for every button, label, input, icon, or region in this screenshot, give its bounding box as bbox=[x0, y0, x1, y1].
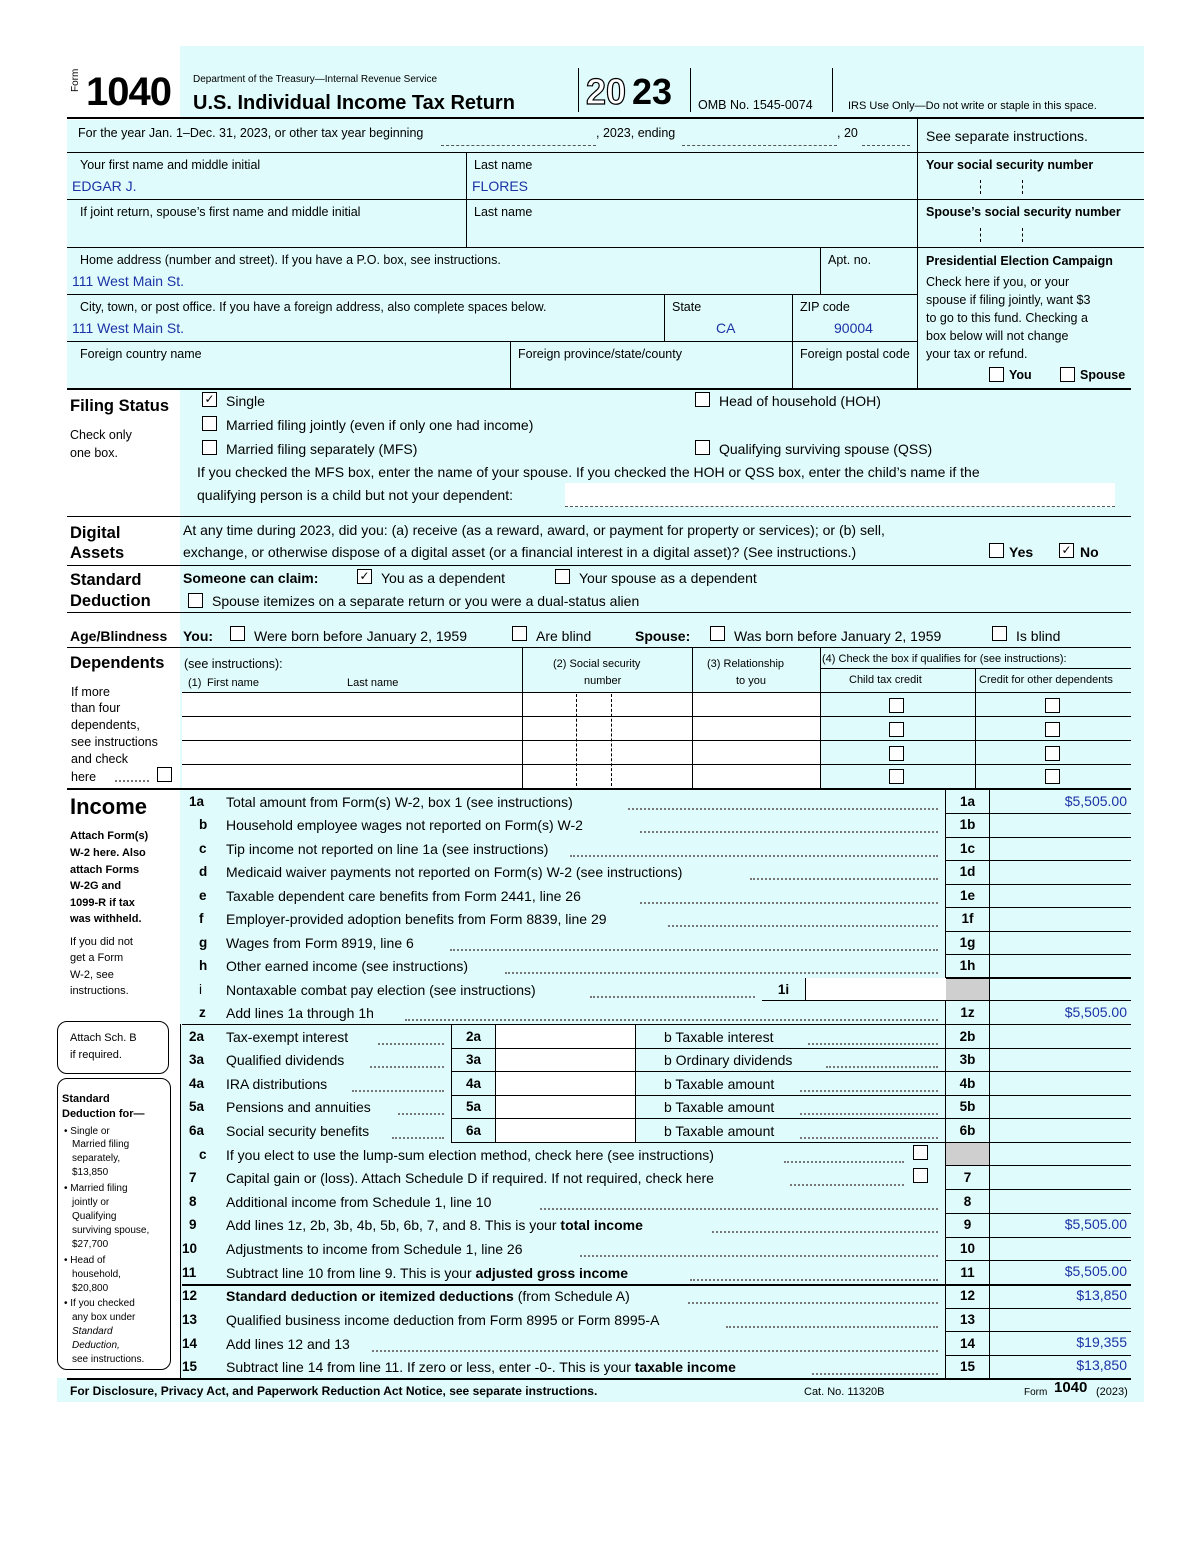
spouse-born-checkbox[interactable] bbox=[710, 626, 725, 641]
stdbox-18: Deduction, bbox=[72, 1340, 120, 1351]
qss-checkbox[interactable] bbox=[695, 440, 710, 455]
spouse-last-label: Last name bbox=[474, 205, 533, 219]
attach-6: was withheld. bbox=[70, 913, 142, 925]
dep-col2-b: number bbox=[584, 675, 622, 687]
line-1c-box: 1c bbox=[959, 841, 976, 856]
line-3a-box: 3a bbox=[465, 1052, 482, 1067]
line-5a-box: 5a bbox=[465, 1099, 482, 1114]
first-name-label: Your first name and middle initial bbox=[80, 158, 261, 172]
dep-side-2: than four bbox=[71, 701, 121, 715]
line-3a-num: 3a bbox=[189, 1052, 205, 1067]
line-6a-desc: Social security benefits bbox=[226, 1123, 370, 1139]
gray-cell-6c bbox=[946, 1143, 989, 1165]
line-1f-num: f bbox=[199, 911, 204, 926]
tax-year-label: For the year Jan. 1–Dec. 31, 2023, or other tax year beginning bbox=[78, 126, 424, 140]
single-checkbox[interactable]: ✓ bbox=[202, 392, 217, 407]
line-10-desc: Adjustments to income from Schedule 1, line 26 bbox=[226, 1241, 523, 1257]
mfs-label: Married filing separately (MFS) bbox=[226, 441, 418, 457]
digital-title-1: Digital bbox=[70, 524, 121, 542]
mfs-checkbox[interactable] bbox=[202, 440, 217, 455]
year-bold: 23 bbox=[632, 71, 673, 112]
line-1a-num: 1a bbox=[189, 794, 205, 809]
stdbox-6: $13,850 bbox=[72, 1167, 109, 1178]
line-1c-num: c bbox=[199, 841, 207, 856]
irs-use-only: IRS Use Only—Do not write or staple in this space. bbox=[848, 100, 1097, 112]
line-11-text: Subtract line 10 from line 9. This is your bbox=[226, 1265, 476, 1281]
filing-note-2: qualifying person is a child but not your dependent: bbox=[197, 487, 513, 503]
line-1e-num: e bbox=[199, 888, 207, 903]
line-12-desc bbox=[226, 1288, 630, 1304]
digital-no-label: No bbox=[1080, 544, 1099, 560]
line-5a-num: 5a bbox=[189, 1099, 205, 1114]
stdbox-2: Deduction for— bbox=[62, 1108, 145, 1120]
mfj-label: Married filing jointly (even if only one had income) bbox=[226, 417, 534, 433]
dep-col1-last: Last name bbox=[347, 677, 399, 689]
stdbox-4: Married filing bbox=[72, 1139, 130, 1150]
zip-label: ZIP code bbox=[800, 300, 850, 314]
you-born-label: Were born before January 2, 1959 bbox=[254, 628, 467, 644]
stdbox-15: • If you checked bbox=[64, 1298, 135, 1309]
you-dependent-checkbox[interactable]: ✓ bbox=[357, 569, 372, 584]
line-1a-box: 1a bbox=[959, 794, 976, 809]
line-12-box: 12 bbox=[959, 1288, 976, 1303]
dependents-see: (see instructions): bbox=[184, 657, 283, 671]
apt-label: Apt. no. bbox=[828, 253, 872, 267]
footer-notice: For Disclosure, Privacy Act, and Paperwork Reduction Act Notice, see separate instructions. bbox=[70, 1384, 598, 1398]
line-1g-num: g bbox=[199, 935, 208, 950]
dep3-odc-checkbox[interactable] bbox=[1045, 746, 1060, 761]
dependents-title: Dependents bbox=[70, 654, 165, 672]
line-2b-desc: b Taxable interest bbox=[664, 1029, 774, 1045]
stdbox-1: Standard bbox=[62, 1093, 110, 1105]
line-15-bold: taxable income bbox=[634, 1359, 736, 1375]
gray-cell-1i bbox=[946, 978, 989, 1000]
dep-col3-b: to you bbox=[736, 675, 766, 687]
line-7-box: 7 bbox=[963, 1170, 972, 1185]
form-word: Form bbox=[70, 68, 81, 92]
city-value[interactable]: 111 West Main St. bbox=[72, 320, 185, 336]
line-1i-box: 1i bbox=[777, 982, 790, 997]
line-14-desc: Add lines 12 and 13 bbox=[226, 1336, 350, 1352]
footer-cat-no: Cat. No. 11320B bbox=[804, 1386, 885, 1398]
line-1c-desc: Tip income not reported on line 1a (see instructions) bbox=[226, 841, 549, 857]
filing-status-title: Filing Status bbox=[70, 397, 169, 415]
line-2b-box: 2b bbox=[959, 1029, 976, 1044]
dep-side-4: see instructions bbox=[71, 735, 158, 749]
dep-side-6: here bbox=[71, 770, 97, 784]
dep-side-5: and check bbox=[71, 752, 128, 766]
last-name-value[interactable]: FLORES bbox=[472, 178, 529, 194]
line-2a-box: 2a bbox=[465, 1029, 482, 1044]
foreign-postal-label: Foreign postal code bbox=[800, 347, 910, 361]
nodw2-1: If you did not bbox=[70, 936, 133, 948]
dep-side-1: If more bbox=[71, 685, 110, 699]
stdbox-12: • Head of bbox=[64, 1255, 106, 1266]
standard-title-2: Deduction bbox=[70, 592, 151, 610]
last-name-label: Last name bbox=[474, 158, 533, 172]
first-name-value[interactable]: EDGAR J. bbox=[72, 178, 137, 194]
line-5b-box: 5b bbox=[959, 1099, 976, 1114]
campaign-line-4: box below will not change bbox=[926, 329, 1069, 343]
line-1h-num: h bbox=[199, 958, 208, 973]
campaign-title: Presidential Election Campaign bbox=[926, 254, 1113, 268]
line-14-amount[interactable]: $19,355 bbox=[1076, 1334, 1127, 1350]
line-8-num: 8 bbox=[189, 1194, 197, 1209]
stdbox-16: any box under bbox=[72, 1312, 136, 1323]
age-title: Age/Blindness bbox=[70, 628, 168, 644]
tax-year-end: , 20 bbox=[837, 126, 858, 140]
line-7-num: 7 bbox=[189, 1170, 197, 1185]
line-2a-desc: Tax-exempt interest bbox=[226, 1029, 349, 1045]
foreign-country-label: Foreign country name bbox=[80, 347, 202, 361]
line-1b-box: 1b bbox=[959, 817, 976, 832]
zip-value[interactable]: 90004 bbox=[834, 320, 873, 336]
line-6a-num: 6a bbox=[189, 1123, 205, 1138]
line-3a-desc: Qualified dividends bbox=[226, 1052, 345, 1068]
dep-col3-a: (3) Relationship bbox=[707, 658, 785, 670]
dep-col4-b: Credit for other dependents bbox=[979, 674, 1113, 686]
digital-question-1: At any time during 2023, did you: (a) receive (as a reward, award, or payment for property or services); or (b) sell, bbox=[183, 522, 885, 538]
line-10-num: 10 bbox=[182, 1241, 198, 1256]
digital-no-checkbox[interactable]: ✓ bbox=[1059, 543, 1074, 558]
line-9-box: 9 bbox=[963, 1217, 972, 1232]
stdbox-13: household, bbox=[72, 1269, 121, 1280]
line-1z-num: z bbox=[199, 1005, 206, 1020]
stdbox-10: surviving spouse, bbox=[72, 1225, 150, 1236]
line-1z-desc: Add lines 1a through 1h bbox=[226, 1005, 374, 1021]
spouse-itemizes-checkbox[interactable] bbox=[188, 593, 203, 608]
dep-col2-a: (2) Social security bbox=[553, 658, 641, 670]
see-instructions: See separate instructions. bbox=[926, 128, 1088, 144]
stdbox-14: $20,800 bbox=[72, 1283, 109, 1294]
line-7-desc: Capital gain or (loss). Attach Schedule D if required. If not required, check here bbox=[226, 1170, 714, 1186]
line-2a-num: 2a bbox=[189, 1029, 205, 1044]
footer-form-num: 1040 bbox=[1054, 1379, 1088, 1396]
dep4-odc-checkbox[interactable] bbox=[1045, 769, 1060, 784]
schb-1: Attach Sch. B bbox=[70, 1032, 137, 1044]
line-9-num: 9 bbox=[189, 1217, 197, 1232]
you-blind-label: Are blind bbox=[536, 628, 592, 644]
line-8-box: 8 bbox=[963, 1194, 972, 1209]
line-4a-box: 4a bbox=[465, 1076, 482, 1091]
attach-1: Attach Form(s) bbox=[70, 830, 149, 842]
line-6b-desc: b Taxable amount bbox=[664, 1123, 775, 1139]
campaign-line-5: your tax or refund. bbox=[926, 347, 1028, 361]
line-12-num: 12 bbox=[182, 1288, 198, 1303]
footer-form-word: Form bbox=[1024, 1387, 1048, 1398]
line-1f-box: 1f bbox=[961, 911, 974, 926]
dep-col4-a: Child tax credit bbox=[849, 674, 922, 686]
line-1z-amount[interactable]: $5,505.00 bbox=[1064, 1004, 1127, 1020]
line-9-desc bbox=[226, 1217, 643, 1233]
line-9-bold: total income bbox=[560, 1217, 643, 1233]
line-6a-box: 6a bbox=[465, 1123, 482, 1138]
line-1e-box: 1e bbox=[959, 888, 976, 903]
nodw2-2: get a Form bbox=[70, 952, 124, 964]
attach-3: attach Forms bbox=[70, 864, 140, 876]
line-15-amount[interactable]: $13,850 bbox=[1076, 1357, 1127, 1373]
line-4b-box: 4b bbox=[959, 1076, 976, 1091]
spouse-ssn-label: Spouse’s social security number bbox=[926, 205, 1121, 219]
nodw2-4: instructions. bbox=[70, 985, 129, 997]
line-15-num: 15 bbox=[182, 1359, 198, 1374]
stdbox-19: see instructions. bbox=[72, 1354, 145, 1365]
line-15-text: Subtract line 14 from line 11. If zero or less, enter -0-. This is your bbox=[226, 1359, 635, 1375]
digital-question-2: exchange, or otherwise dispose of a digital asset (or a financial interest in a digital asset)? (See instructions.) bbox=[183, 544, 857, 560]
filing-status-sub2: one box. bbox=[70, 446, 118, 460]
hoh-label: Head of household (HOH) bbox=[719, 393, 881, 409]
line-11-bold: adjusted gross income bbox=[475, 1265, 629, 1281]
line-1a-desc: Total amount from Form(s) W-2, box 1 (see instructions) bbox=[226, 794, 573, 810]
line-1z-box: 1z bbox=[960, 1005, 975, 1020]
line-1i-desc: Nontaxable combat pay election (see instructions) bbox=[226, 982, 536, 998]
ssn-label: Your social security number bbox=[926, 158, 1094, 172]
line-4a-num: 4a bbox=[189, 1076, 205, 1091]
hoh-checkbox[interactable] bbox=[695, 392, 710, 407]
dep-col1-num: (1) bbox=[188, 677, 202, 689]
spouse-blind-checkbox[interactable] bbox=[992, 626, 1007, 641]
campaign-line-1: Check here if you, or your bbox=[926, 275, 1070, 289]
mfj-checkbox[interactable] bbox=[202, 416, 217, 431]
line-1f-desc: Employer-provided adoption benefits from Form 8839, line 29 bbox=[226, 911, 607, 927]
digital-yes-checkbox[interactable] bbox=[989, 543, 1004, 558]
line-3b-box: 3b bbox=[959, 1052, 976, 1067]
line-12-bold: Standard deduction or itemized deductions bbox=[226, 1288, 514, 1304]
dep-col1-first: First name bbox=[207, 677, 259, 689]
line-13-desc: Qualified business income deduction from Form 8995 or Form 8995-A bbox=[226, 1312, 660, 1328]
campaign-you-checkbox[interactable] bbox=[989, 367, 1004, 382]
line-12-text: (from Schedule A) bbox=[513, 1288, 630, 1304]
line-11-amount[interactable]: $5,505.00 bbox=[1064, 1263, 1127, 1279]
line-1a-amount[interactable]: $5,505.00 bbox=[1064, 793, 1127, 809]
lump-sum-checkbox[interactable] bbox=[913, 1145, 928, 1160]
digital-title-2: Assets bbox=[70, 544, 125, 562]
dep3-ctc-checkbox[interactable] bbox=[889, 746, 904, 761]
you-born-checkbox[interactable] bbox=[230, 626, 245, 641]
age-spouse: Spouse: bbox=[635, 628, 691, 644]
stdbox-7: • Married filing bbox=[64, 1183, 128, 1194]
line-10-box: 10 bbox=[959, 1241, 976, 1256]
attach-4: W-2G and bbox=[70, 880, 122, 892]
dep1-ctc-checkbox[interactable] bbox=[889, 698, 904, 713]
stdbox-5: separately, bbox=[72, 1153, 121, 1164]
spouse-born-label: Was born before January 2, 1959 bbox=[734, 628, 942, 644]
line-13-num: 13 bbox=[182, 1312, 198, 1327]
line-13-box: 13 bbox=[959, 1312, 976, 1327]
line-9-text: Add lines 1z, 2b, 3b, 4b, 5b, 6b, 7, and 8. This is your bbox=[226, 1217, 561, 1233]
campaign-line-3: to go to this fund. Checking a bbox=[926, 311, 1088, 325]
line-12-amount[interactable]: $13,850 bbox=[1076, 1287, 1127, 1303]
nodw2-3: W-2, see bbox=[70, 969, 114, 981]
state-value[interactable]: CA bbox=[716, 320, 736, 336]
spouse-dependent-checkbox[interactable] bbox=[555, 569, 570, 584]
you-blind-checkbox[interactable] bbox=[512, 626, 527, 641]
city-label: City, town, or post office. If you have a foreign address, also complete spaces below. bbox=[80, 300, 547, 314]
stdbox-17: Standard bbox=[72, 1326, 113, 1337]
line-1d-num: d bbox=[199, 864, 208, 879]
income-title: Income bbox=[70, 794, 148, 819]
campaign-line-2: spouse if filing jointly, want $3 bbox=[926, 293, 1091, 307]
someone-can-claim: Someone can claim: bbox=[183, 570, 319, 586]
filing-note-1: If you checked the MFS box, enter the name of your spouse. If you checked the HOH or QSS box, enter the child’s name if the bbox=[197, 464, 980, 480]
line-15-box: 15 bbox=[959, 1359, 976, 1374]
form-number: 1040 bbox=[86, 70, 171, 114]
filing-status-sub1: Check only bbox=[70, 428, 132, 442]
spouse-itemizes-label: Spouse itemizes on a separate return or you were a dual-status alien bbox=[212, 593, 640, 609]
home-address-label: Home address (number and street). If you have a P.O. box, see instructions. bbox=[80, 253, 501, 267]
line-4a-desc: IRA distributions bbox=[226, 1076, 328, 1092]
line-9-amount[interactable]: $5,505.00 bbox=[1064, 1216, 1127, 1232]
line-11-desc bbox=[226, 1265, 628, 1281]
attach-5: 1099-R if tax bbox=[70, 897, 135, 909]
stdbox-11: $27,700 bbox=[72, 1239, 109, 1250]
year-outline: 20 bbox=[586, 71, 627, 112]
capital-gain-checkbox[interactable] bbox=[913, 1168, 928, 1183]
campaign-spouse-checkbox[interactable] bbox=[1060, 367, 1075, 382]
standard-title-1: Standard bbox=[70, 571, 142, 589]
you-dependent-label: You as a dependent bbox=[381, 570, 506, 586]
line-6b-box: 6b bbox=[959, 1123, 976, 1138]
line-11-box: 11 bbox=[960, 1265, 975, 1280]
dep2-odc-checkbox[interactable] bbox=[1045, 722, 1060, 737]
line-1h-box: 1h bbox=[959, 958, 976, 973]
dep4-ctc-checkbox[interactable] bbox=[889, 769, 904, 784]
department: Department of the Treasury—Internal Revenue Service bbox=[193, 74, 438, 85]
spouse-dependent-label: Your spouse as a dependent bbox=[579, 570, 757, 586]
line-4b-desc: b Taxable amount bbox=[664, 1076, 775, 1092]
stdbox-8: jointly or bbox=[72, 1197, 110, 1208]
more-dependents-checkbox[interactable] bbox=[157, 767, 172, 782]
line-6c-desc: If you elect to use the lump-sum election method, check here (see instructions) bbox=[226, 1147, 714, 1163]
form-title: U.S. Individual Income Tax Return bbox=[193, 92, 515, 114]
campaign-spouse-label: Spouse bbox=[1080, 368, 1126, 382]
stdbox-9: Qualifying bbox=[72, 1211, 117, 1222]
line-6c-num: c bbox=[199, 1147, 207, 1162]
campaign-you-label: You bbox=[1009, 368, 1032, 382]
dep-col4: (4) Check the box if qualifies for (see instructions): bbox=[822, 653, 1067, 665]
line-1g-box: 1g bbox=[959, 935, 976, 950]
line-1e-desc: Taxable dependent care benefits from Form 2441, line 26 bbox=[226, 888, 581, 904]
tax-year-mid: , 2023, ending bbox=[596, 126, 676, 140]
home-address-value[interactable]: 111 West Main St. bbox=[72, 273, 185, 289]
line-3b-desc: b Ordinary dividends bbox=[664, 1052, 793, 1068]
line-5b-desc: b Taxable amount bbox=[664, 1099, 775, 1115]
line-1h-desc: Other earned income (see instructions) bbox=[226, 958, 468, 974]
line-1g-desc: Wages from Form 8919, line 6 bbox=[226, 935, 414, 951]
line-11-num: 11 bbox=[182, 1265, 197, 1280]
state-label: State bbox=[672, 300, 702, 314]
line-1b-desc: Household employee wages not reported on Form(s) W-2 bbox=[226, 817, 583, 833]
dep1-odc-checkbox[interactable] bbox=[1045, 698, 1060, 713]
age-you: You: bbox=[183, 628, 214, 644]
attach-2: W-2 here. Also bbox=[70, 847, 146, 859]
spouse-child-name-field[interactable] bbox=[565, 483, 1115, 507]
stdbox-3: • Single or bbox=[64, 1126, 110, 1137]
digital-yes-label: Yes bbox=[1009, 544, 1034, 560]
qss-label: Qualifying surviving spouse (QSS) bbox=[719, 441, 933, 457]
line-8-desc: Additional income from Schedule 1, line 10 bbox=[226, 1194, 492, 1210]
line-1b-num: b bbox=[199, 817, 208, 832]
dep2-ctc-checkbox[interactable] bbox=[889, 722, 904, 737]
dep-side-3: dependents, bbox=[71, 718, 140, 732]
line-1d-desc: Medicaid waiver payments not reported on Form(s) W-2 (see instructions) bbox=[226, 864, 683, 880]
single-label: Single bbox=[226, 393, 265, 409]
schb-2: if required. bbox=[70, 1049, 122, 1061]
line-15-desc bbox=[226, 1359, 736, 1375]
foreign-province-label: Foreign province/state/county bbox=[518, 347, 682, 361]
spouse-blind-label: Is blind bbox=[1016, 628, 1061, 644]
footer-form-year: (2023) bbox=[1096, 1386, 1128, 1398]
line-1d-box: 1d bbox=[959, 864, 976, 879]
line-1i-num: i bbox=[199, 982, 202, 997]
line-14-num: 14 bbox=[182, 1336, 198, 1351]
line-14-box: 14 bbox=[959, 1336, 976, 1351]
spouse-first-label: If joint return, spouse’s first name and middle initial bbox=[80, 205, 361, 219]
omb-number: OMB No. 1545-0074 bbox=[698, 98, 813, 112]
line-5a-desc: Pensions and annuities bbox=[226, 1099, 371, 1115]
